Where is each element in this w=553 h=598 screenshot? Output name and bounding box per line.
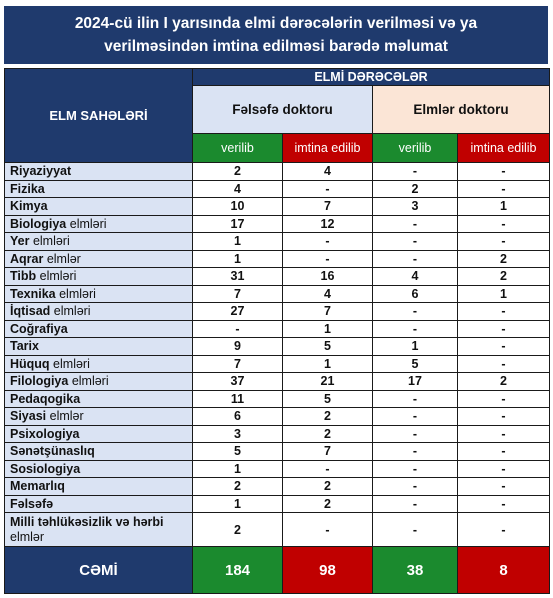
field-name bbox=[5, 373, 193, 391]
field-name-suffix: elmləri bbox=[68, 374, 109, 389]
cell-dsc-refused: - bbox=[458, 513, 550, 547]
cell-dsc-given: 17 bbox=[373, 373, 458, 391]
table-row bbox=[5, 163, 550, 181]
total-dsc-given: 38 bbox=[373, 547, 458, 594]
field-name bbox=[5, 215, 193, 233]
table-row bbox=[5, 495, 550, 513]
field-name-main: Texnika bbox=[10, 286, 56, 301]
cell-phd-given: 2 bbox=[193, 478, 283, 496]
cell-phd-given: 2 bbox=[193, 163, 283, 181]
field-name bbox=[5, 495, 193, 513]
cell-dsc-given: - bbox=[373, 513, 458, 547]
cell-phd-refused: 16 bbox=[283, 268, 373, 286]
field-name-suffix: elmləri bbox=[36, 269, 77, 284]
total-label: CƏMİ bbox=[5, 547, 193, 594]
cell-phd-refused: 7 bbox=[283, 198, 373, 216]
cell-dsc-refused: - bbox=[458, 215, 550, 233]
cell-dsc-given: - bbox=[373, 390, 458, 408]
cell-dsc-refused: - bbox=[458, 303, 550, 321]
cell-phd-refused: - bbox=[283, 513, 373, 547]
field-name-main: Memarlıq bbox=[10, 479, 65, 494]
field-name bbox=[5, 425, 193, 443]
phd-refused-header: imtina edilib bbox=[283, 134, 373, 163]
cell-phd-refused: 7 bbox=[283, 303, 373, 321]
cell-phd-given: 7 bbox=[193, 355, 283, 373]
cell-phd-given: 1 bbox=[193, 233, 283, 251]
table-row bbox=[5, 320, 550, 338]
field-name bbox=[5, 320, 193, 338]
field-name-suffix: elmləri bbox=[29, 234, 70, 249]
cell-phd-given: 2 bbox=[193, 513, 283, 547]
cell-phd-given: 1 bbox=[193, 495, 283, 513]
field-name-suffix: elmləri bbox=[55, 286, 96, 301]
cell-dsc-given: - bbox=[373, 495, 458, 513]
field-name-main: Fizika bbox=[10, 181, 45, 196]
cell-phd-refused: 1 bbox=[283, 355, 373, 373]
field-name-main: Aqrar bbox=[10, 251, 44, 266]
cell-dsc-given: - bbox=[373, 233, 458, 251]
cell-dsc-given: - bbox=[373, 215, 458, 233]
table-row bbox=[5, 180, 550, 198]
cell-dsc-refused: 2 bbox=[458, 250, 550, 268]
dsc-refused-header: imtina edilib bbox=[458, 134, 550, 163]
cell-phd-given: 1 bbox=[193, 250, 283, 268]
table-row bbox=[5, 478, 550, 496]
field-name-main: Fəlsəfə bbox=[10, 496, 54, 511]
field-name-main: Riyaziyyat bbox=[10, 164, 72, 179]
cell-phd-given: 1 bbox=[193, 460, 283, 478]
phd-header: Fəlsəfə doktoru bbox=[193, 86, 373, 134]
cell-dsc-given: 5 bbox=[373, 355, 458, 373]
table-row bbox=[5, 460, 550, 478]
dsc-header: Elmlər doktoru bbox=[373, 86, 550, 134]
table-row bbox=[5, 513, 550, 547]
field-name bbox=[5, 198, 193, 216]
cell-phd-refused: 2 bbox=[283, 495, 373, 513]
cell-phd-given: 17 bbox=[193, 215, 283, 233]
field-name bbox=[5, 443, 193, 461]
cell-phd-given: 3 bbox=[193, 425, 283, 443]
total-phd-given: 184 bbox=[193, 547, 283, 594]
total-phd-refused: 98 bbox=[283, 547, 373, 594]
cell-dsc-refused: - bbox=[458, 355, 550, 373]
cell-phd-given: 10 bbox=[193, 198, 283, 216]
field-name bbox=[5, 460, 193, 478]
cell-dsc-refused: 1 bbox=[458, 285, 550, 303]
cell-dsc-refused: 2 bbox=[458, 268, 550, 286]
table-row bbox=[5, 285, 550, 303]
cell-dsc-refused: - bbox=[458, 443, 550, 461]
table-row bbox=[5, 425, 550, 443]
table-row bbox=[5, 390, 550, 408]
total-dsc-refused: 8 bbox=[458, 547, 550, 594]
cell-dsc-given: - bbox=[373, 478, 458, 496]
field-name-main: İqtisad bbox=[10, 304, 51, 319]
cell-dsc-given: - bbox=[373, 163, 458, 181]
cell-dsc-refused: 1 bbox=[458, 198, 550, 216]
field-name bbox=[5, 338, 193, 356]
field-name bbox=[5, 163, 193, 181]
field-name-main: Coğrafiya bbox=[10, 321, 68, 336]
sections-header: ELM SAHƏLƏRİ bbox=[5, 69, 193, 163]
table-row bbox=[5, 443, 550, 461]
cell-phd-refused: 5 bbox=[283, 390, 373, 408]
field-name-main: Sənətşünaslıq bbox=[10, 444, 95, 459]
cell-phd-refused: - bbox=[283, 233, 373, 251]
cell-phd-refused: 2 bbox=[283, 408, 373, 426]
cell-phd-given: 9 bbox=[193, 338, 283, 356]
field-name-main: Psixologiya bbox=[10, 426, 80, 441]
cell-dsc-refused: - bbox=[458, 320, 550, 338]
field-name-main: Tarix bbox=[10, 339, 39, 354]
field-name bbox=[5, 513, 193, 547]
cell-dsc-given: - bbox=[373, 250, 458, 268]
cell-dsc-given: - bbox=[373, 460, 458, 478]
cell-phd-refused: 21 bbox=[283, 373, 373, 391]
cell-phd-given: 31 bbox=[193, 268, 283, 286]
table-row bbox=[5, 338, 550, 356]
cell-dsc-given: 1 bbox=[373, 338, 458, 356]
field-name bbox=[5, 355, 193, 373]
cell-phd-given: 37 bbox=[193, 373, 283, 391]
cell-dsc-refused: 2 bbox=[458, 373, 550, 391]
field-name bbox=[5, 303, 193, 321]
field-name-main: Pedaqogika bbox=[10, 391, 81, 406]
cell-phd-refused: - bbox=[283, 180, 373, 198]
table-row bbox=[5, 408, 550, 426]
cell-phd-given: 6 bbox=[193, 408, 283, 426]
field-name bbox=[5, 233, 193, 251]
cell-phd-refused: 4 bbox=[283, 285, 373, 303]
table-row bbox=[5, 215, 550, 233]
field-name bbox=[5, 478, 193, 496]
cell-phd-refused: - bbox=[283, 250, 373, 268]
title-line-2: verilməsindən imtina edilməsi barədə məlumat bbox=[104, 38, 448, 55]
field-name-main: Kimya bbox=[10, 199, 48, 214]
field-name-suffix: elmlər bbox=[10, 529, 45, 544]
field-name bbox=[5, 408, 193, 426]
field-name-main: Hüquq bbox=[10, 356, 50, 371]
total-row bbox=[5, 547, 550, 594]
cell-dsc-given: 4 bbox=[373, 268, 458, 286]
field-name-suffix: elmləri bbox=[49, 356, 90, 371]
field-name-suffix: elmləri bbox=[50, 304, 91, 319]
cell-phd-refused: 7 bbox=[283, 443, 373, 461]
field-name-main: Filologiya bbox=[10, 374, 69, 389]
cell-dsc-refused: - bbox=[458, 425, 550, 443]
cell-phd-given: 4 bbox=[193, 180, 283, 198]
field-name-suffix: elmlər bbox=[43, 251, 81, 266]
dsc-given-header: verilib bbox=[373, 134, 458, 163]
cell-phd-refused: 1 bbox=[283, 320, 373, 338]
field-name bbox=[5, 180, 193, 198]
field-name-main: Yer bbox=[10, 234, 30, 249]
cell-phd-refused: 2 bbox=[283, 425, 373, 443]
cell-dsc-refused: - bbox=[458, 460, 550, 478]
cell-phd-given: 27 bbox=[193, 303, 283, 321]
cell-dsc-refused: - bbox=[458, 163, 550, 181]
cell-dsc-refused: - bbox=[458, 338, 550, 356]
page-title bbox=[4, 6, 548, 64]
cell-dsc-given: 6 bbox=[373, 285, 458, 303]
cell-dsc-refused: - bbox=[458, 408, 550, 426]
field-name bbox=[5, 268, 193, 286]
table-row bbox=[5, 373, 550, 391]
cell-dsc-given: - bbox=[373, 320, 458, 338]
field-name-suffix: elmləri bbox=[66, 216, 107, 231]
cell-phd-refused: 5 bbox=[283, 338, 373, 356]
cell-phd-given: 5 bbox=[193, 443, 283, 461]
table-row bbox=[5, 233, 550, 251]
cell-phd-refused: - bbox=[283, 460, 373, 478]
cell-dsc-given: 3 bbox=[373, 198, 458, 216]
title-line-1: 2024-cü ilin I yarısında elmi dərəcələrin verilməsi və ya bbox=[74, 15, 478, 32]
degrees-group-header: ELMİ DƏRƏCƏLƏR bbox=[193, 69, 550, 86]
cell-phd-refused: 4 bbox=[283, 163, 373, 181]
field-name-main: Sosiologiya bbox=[10, 461, 81, 476]
table-row bbox=[5, 268, 550, 286]
cell-phd-refused: 2 bbox=[283, 478, 373, 496]
cell-dsc-given: - bbox=[373, 303, 458, 321]
cell-dsc-given: 2 bbox=[373, 180, 458, 198]
table-row bbox=[5, 355, 550, 373]
cell-dsc-refused: - bbox=[458, 233, 550, 251]
field-name-suffix: elmlər bbox=[46, 409, 84, 424]
cell-phd-given: 11 bbox=[193, 390, 283, 408]
table-body bbox=[5, 163, 550, 547]
field-name-main: Siyasi bbox=[10, 409, 47, 424]
field-name-main: Tibb bbox=[10, 269, 37, 284]
cell-phd-given: - bbox=[193, 320, 283, 338]
field-name bbox=[5, 390, 193, 408]
cell-dsc-given: - bbox=[373, 443, 458, 461]
field-name bbox=[5, 250, 193, 268]
field-name-main: Biologiya bbox=[10, 216, 67, 231]
cell-phd-refused: 12 bbox=[283, 215, 373, 233]
phd-given-header: verilib bbox=[193, 134, 283, 163]
cell-dsc-refused: - bbox=[458, 478, 550, 496]
cell-dsc-refused: - bbox=[458, 390, 550, 408]
table-row bbox=[5, 250, 550, 268]
cell-dsc-given: - bbox=[373, 425, 458, 443]
field-name-main: Milli təhlükəsizlik və hərbi bbox=[10, 514, 164, 529]
table-row bbox=[5, 198, 550, 216]
cell-dsc-refused: - bbox=[458, 180, 550, 198]
table-row bbox=[5, 303, 550, 321]
cell-phd-given: 7 bbox=[193, 285, 283, 303]
degrees-table bbox=[4, 68, 550, 594]
cell-dsc-refused: - bbox=[458, 495, 550, 513]
cell-dsc-given: - bbox=[373, 408, 458, 426]
field-name bbox=[5, 285, 193, 303]
